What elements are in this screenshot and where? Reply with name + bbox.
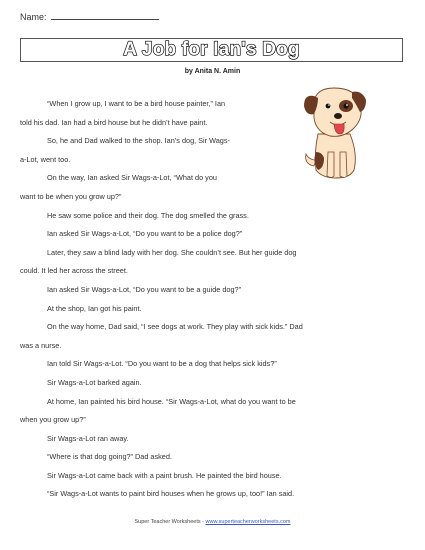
story-line: Sir Wags-a-Lot came back with a paint brush. He painted the bird house. — [47, 470, 282, 480]
name-label: Name: — [20, 12, 47, 22]
story-text — [20, 95, 408, 504]
footer-prefix: Super Teacher Worksheets - — [134, 519, 206, 525]
footer — [0, 519, 425, 525]
story-line: could. It led her across the street. — [20, 266, 128, 276]
story-line: was a nurse. — [20, 340, 62, 350]
story-line: So, he and Dad walked to the shop. Ian’s dog, Sir Wags- — [47, 136, 230, 146]
story-line: He saw some police and their dog. The dog smelled the grass. — [47, 210, 249, 220]
story-line: On the way home, Dad said, “I see dogs at work. They play with sick kids.” Dad — [47, 322, 303, 332]
story-line: when you grow up?” — [20, 415, 86, 425]
story-line: want to be when you grow up?” — [20, 191, 122, 201]
title-box — [20, 38, 403, 62]
story-line: Sir Wags-a-Lot barked again. — [47, 377, 142, 387]
story-line: a-Lot, went too. — [20, 154, 71, 164]
story-line: “Where is that dog going?” Dad asked. — [47, 452, 172, 462]
name-blank-line — [51, 12, 159, 20]
story-line: Sir Wags-a-Lot ran away. — [47, 433, 129, 443]
story-line: Ian asked Sir Wags-a-Lot, “Do you want to be a police dog?” — [47, 229, 243, 239]
story-line: At the shop, Ian got his paint. — [47, 303, 142, 313]
story-line: Ian told Sir Wags-a-Lot. “Do you want to be a dog that helps sick kids?” — [47, 359, 277, 369]
story-line: “Sir Wags-a-Lot wants to paint bird houses when he grows up, too!” Ian said. — [47, 489, 295, 499]
footer-link[interactable]: www.superteacherworksheets.com — [205, 519, 291, 525]
story-line: At home, Ian painted his bird house. “Sir Wags-a-Lot, what do you want to be — [47, 396, 296, 406]
story-line: “When I grow up, I want to be a bird house painter,” Ian — [47, 99, 226, 108]
page-title: A Job for Ian's Dog — [123, 39, 300, 60]
name-field — [20, 12, 159, 22]
story-line: Later, they saw a blind lady with her dog. She couldn’t see. But her guide dog — [47, 247, 297, 257]
story-line: On the way, Ian asked Sir Wags-a-Lot, “What do you — [47, 173, 217, 183]
story-line: Ian asked Sir Wags-a-Lot, “Do you want to be a guide dog?” — [47, 284, 242, 294]
byline: by Anita N. Amin — [184, 68, 241, 75]
story-line: told his dad. Ian had a bird house but he didn’t have paint. — [20, 117, 208, 127]
